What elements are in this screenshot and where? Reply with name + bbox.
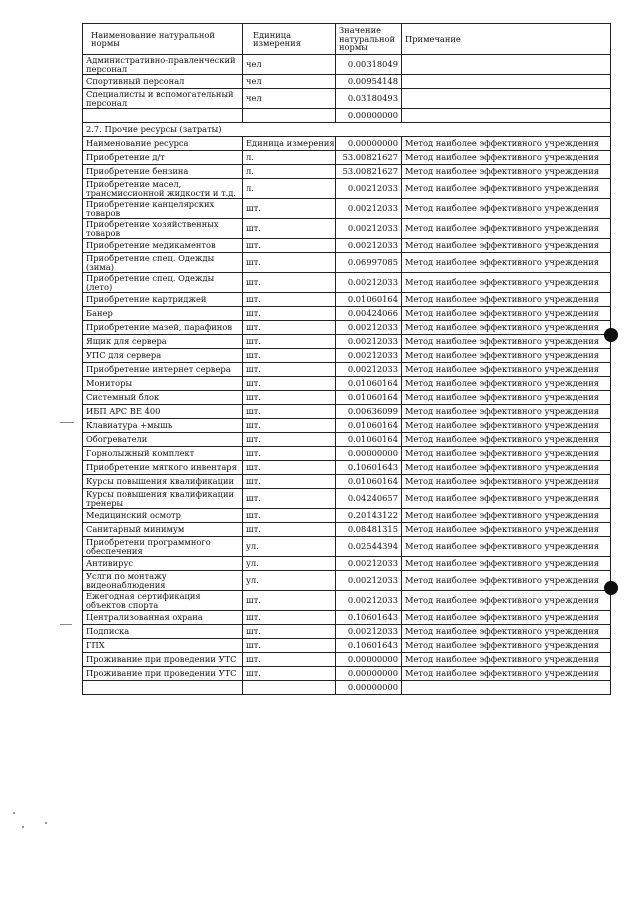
name-cell: Курсы повышения квалификации [83,475,243,489]
name-cell: Административно-правленческий персонал [83,55,243,75]
unit-cell: шт. [243,363,336,377]
name-cell: Проживание при проведении УТС [83,667,243,681]
unit-cell: чел [243,55,336,75]
name-cell: Наименование ресурса [83,137,243,151]
resource-row [83,653,611,667]
note-cell: Метод наиболее эффективного учреждения [402,293,611,307]
value-cell: 0.00000000 [336,667,402,681]
value-cell: 0.03180493 [336,89,402,109]
note-cell: Метод наиболее эффективного учреждения [402,653,611,667]
name-cell: Спортивный персонал [83,75,243,89]
resource-row [83,625,611,639]
resource-row [83,509,611,523]
name-cell: Курсы повышения квалификации тренеры [83,489,243,509]
punch-hole-mark [604,328,618,342]
resource-row [83,253,611,273]
resource-row [83,165,611,179]
note-cell: Метод наиболее эффективного учреждения [402,335,611,349]
resource-row [83,447,611,461]
note-cell: Метод наиболее эффективного учреждения [402,363,611,377]
note-cell: Метод наиболее эффективного учреждения [402,405,611,419]
name-cell: Приобретение медикаментов [83,239,243,253]
value-cell: 0.00954148 [336,75,402,89]
unit-cell: шт. [243,461,336,475]
note-cell [402,109,611,123]
value-cell: 0.04240657 [336,489,402,509]
note-cell: Метод наиболее эффективного учреждения [402,377,611,391]
name-cell: Приобретение спец. Одежды (лето) [83,273,243,293]
resource-row [83,419,611,433]
unit-cell: шт. [243,349,336,363]
value-cell: 0.02544394 [336,537,402,557]
unit-cell: шт. [243,219,336,239]
note-cell: Метод наиболее эффективного учреждения [402,307,611,321]
value-cell: 0.01060164 [336,377,402,391]
scan-speck [13,812,15,814]
staff-row [83,75,611,89]
value-cell: 0.00000000 [336,653,402,667]
name-cell: Приобретени программного обеспечения [83,537,243,557]
name-cell: Системный блок [83,391,243,405]
name-cell: Приобретение бензина [83,165,243,179]
name-cell: Горнолыжный комплект [83,447,243,461]
value-cell: 53.00821627 [336,151,402,165]
resource-row [83,335,611,349]
value-cell: 0.00212033 [336,363,402,377]
name-cell: Ежегодная сертификация объектов спорта [83,591,243,611]
name-cell [83,681,243,695]
value-cell: 0.00318049 [336,55,402,75]
note-cell: Метод наиболее эффективного учреждения [402,523,611,537]
unit-cell: шт. [243,293,336,307]
resource-row [83,667,611,681]
name-cell: Централизованная охрана [83,611,243,625]
note-cell: Метод наиболее эффективного учреждения [402,419,611,433]
unit-cell: шт. [243,433,336,447]
value-cell: 0.00212033 [336,625,402,639]
note-cell: Метод наиболее эффективного учреждения [402,165,611,179]
name-cell: ИБП APC BE 400 [83,405,243,419]
resource-row [83,199,611,219]
value-cell: 0.00212033 [336,591,402,611]
norms-table-body [83,24,611,695]
total-row [83,681,611,695]
resource-row [83,307,611,321]
value-cell: 0.00212033 [336,571,402,591]
resource-row [83,433,611,447]
scan-speck [45,822,47,824]
resource-row [83,571,611,591]
name-cell: Медицинский осмотр [83,509,243,523]
value-cell: 0.00000000 [336,137,402,151]
name-cell: Приобретение хозяйственных товаров [83,219,243,239]
value-cell: 0.00000000 [336,681,402,695]
staff-row [83,109,611,123]
value-cell: 0.01060164 [336,419,402,433]
value-cell: 0.01060164 [336,391,402,405]
value-cell: 0.00212033 [336,219,402,239]
name-cell: Приобретение канцелярских товаров [83,199,243,219]
value-cell: 0.06997085 [336,253,402,273]
note-cell: Метод наиболее эффективного учреждения [402,433,611,447]
name-cell: Приобретение масел, трансмиссионной жидкости и т.д. [83,179,243,199]
note-cell: Метод наиболее эффективного учреждения [402,591,611,611]
resource-row [83,611,611,625]
name-cell: Ящик для сервера [83,335,243,349]
resource-row [83,391,611,405]
value-cell: 0.00212033 [336,273,402,293]
header-note-cell: Примечание [402,24,611,55]
unit-cell: шт. [243,625,336,639]
value-cell: 0.00212033 [336,199,402,219]
resource-row [83,461,611,475]
value-cell: 0.00212033 [336,557,402,571]
note-cell: Метод наиболее эффективного учреждения [402,509,611,523]
unit-cell: л. [243,151,336,165]
name-cell: Проживание при проведении УТС [83,653,243,667]
document-page [82,23,610,695]
note-cell: Метод наиболее эффективного учреждения [402,239,611,253]
name-cell: Приобретение мягкого инвентаря [83,461,243,475]
value-cell: 0.01060164 [336,475,402,489]
value-cell: 0.00212033 [336,349,402,363]
unit-cell: шт. [243,653,336,667]
unit-cell: шт. [243,639,336,653]
unit-cell: шт. [243,253,336,273]
note-cell: Метод наиболее эффективного учреждения [402,321,611,335]
note-cell: Метод наиболее эффективного учреждения [402,349,611,363]
note-cell: Метод наиболее эффективного учреждения [402,667,611,681]
name-cell: Приобретение мазей, парафинов [83,321,243,335]
name-cell: Мониторы [83,377,243,391]
staff-row [83,89,611,109]
name-cell: Услги по монтажу видеонаблюдения [83,571,243,591]
staff-row [83,55,611,75]
unit-cell: ул. [243,571,336,591]
unit-cell: шт. [243,391,336,405]
value-cell: 0.01060164 [336,293,402,307]
unit-cell: шт. [243,307,336,321]
unit-cell: шт. [243,475,336,489]
section-title-row [83,123,611,137]
value-cell: 0.01060164 [336,433,402,447]
resource-row [83,239,611,253]
margin-mark [60,422,74,423]
unit-cell: шт. [243,667,336,681]
value-cell: 0.00212033 [336,335,402,349]
resource-row [83,151,611,165]
resource-row [83,349,611,363]
unit-cell: л. [243,165,336,179]
unit-cell: чел [243,75,336,89]
note-cell: Метод наиболее эффективного учреждения [402,639,611,653]
name-cell: Приобретение интернет сервера [83,363,243,377]
name-cell: Санитарный минимум [83,523,243,537]
unit-cell [243,109,336,123]
note-cell: Метод наиболее эффективного учреждения [402,537,611,557]
resource-row [83,293,611,307]
resource-row [83,219,611,239]
note-cell: Метод наиболее эффективного учреждения [402,137,611,151]
name-cell: Антивирус [83,557,243,571]
resource-header-row [83,137,611,151]
unit-cell: л. [243,179,336,199]
name-cell: Подписка [83,625,243,639]
note-cell: Метод наиболее эффективного учреждения [402,219,611,239]
note-cell: Метод наиболее эффективного учреждения [402,489,611,509]
resource-row [83,405,611,419]
header-value-cell: Значение натуральной нормы [336,24,402,55]
resource-row [83,363,611,377]
note-cell: Метод наиболее эффективного учреждения [402,557,611,571]
unit-cell: шт. [243,447,336,461]
value-cell: 0.10601643 [336,461,402,475]
unit-cell: шт. [243,321,336,335]
unit-cell: чел [243,89,336,109]
name-cell: Клавиатура +мышь [83,419,243,433]
note-cell: Метод наиболее эффективного учреждения [402,151,611,165]
name-cell: ГПХ [83,639,243,653]
note-cell: Метод наиболее эффективного учреждения [402,391,611,405]
unit-cell: шт. [243,611,336,625]
note-cell: Метод наиболее эффективного учреждения [402,475,611,489]
name-cell: Приобретение картриджей [83,293,243,307]
unit-cell: шт. [243,523,336,537]
punch-hole-mark [604,581,618,595]
note-cell: Метод наиболее эффективного учреждения [402,611,611,625]
name-cell: Обогреватели [83,433,243,447]
resource-row [83,475,611,489]
note-cell: Метод наиболее эффективного учреждения [402,447,611,461]
unit-cell: шт. [243,335,336,349]
unit-cell: шт. [243,273,336,293]
value-cell: 0.08481315 [336,523,402,537]
value-cell: 0.00636099 [336,405,402,419]
resource-row [83,179,611,199]
value-cell: 0.00212033 [336,179,402,199]
unit-cell: ул. [243,557,336,571]
name-cell: Приобретение д/т [83,151,243,165]
header-unit-cell: Единица измерения [243,24,336,55]
norms-table [82,23,611,695]
resource-row [83,523,611,537]
resource-row [83,377,611,391]
note-cell [402,89,611,109]
scan-speck [22,826,24,828]
unit-cell: шт. [243,405,336,419]
resource-row [83,273,611,293]
unit-cell [243,681,336,695]
value-cell: 0.00212033 [336,239,402,253]
name-cell: Специалисты и вспомогательный персонал [83,89,243,109]
unit-cell: шт. [243,377,336,391]
value-cell: 0.10601643 [336,611,402,625]
section-title: 2.7. Прочие ресурсы (затраты) [83,123,611,137]
name-cell [83,109,243,123]
unit-cell: шт. [243,489,336,509]
note-cell [402,75,611,89]
unit-cell: Единица измерения [243,137,336,151]
resource-row [83,537,611,557]
note-cell [402,55,611,75]
note-cell: Метод наиболее эффективного учреждения [402,179,611,199]
value-cell: 0.00000000 [336,447,402,461]
resource-row [83,489,611,509]
header-name-cell: Наименование натуральной нормы [83,24,243,55]
note-cell: Метод наиболее эффективного учреждения [402,625,611,639]
unit-cell: шт. [243,239,336,253]
name-cell: Банер [83,307,243,321]
note-cell: Метод наиболее эффективного учреждения [402,273,611,293]
value-cell: 53.00821627 [336,165,402,179]
value-cell: 0.10601643 [336,639,402,653]
note-cell: Метод наиболее эффективного учреждения [402,253,611,273]
unit-cell: шт. [243,199,336,219]
value-cell: 0.00424066 [336,307,402,321]
name-cell: Приобретение спец. Одежды (зима) [83,253,243,273]
note-cell: Метод наиболее эффективного учреждения [402,571,611,591]
resource-row [83,639,611,653]
resource-row [83,591,611,611]
resource-row [83,321,611,335]
note-cell: Метод наиболее эффективного учреждения [402,199,611,219]
value-cell: 0.20143122 [336,509,402,523]
table-header-row [83,24,611,55]
note-cell: Метод наиболее эффективного учреждения [402,461,611,475]
value-cell: 0.00212033 [336,321,402,335]
unit-cell: шт. [243,509,336,523]
unit-cell: ул. [243,537,336,557]
unit-cell: шт. [243,591,336,611]
margin-mark [60,624,72,625]
unit-cell: шт. [243,419,336,433]
note-cell [402,681,611,695]
name-cell: УПС для сервера [83,349,243,363]
value-cell: 0.00000000 [336,109,402,123]
resource-row [83,557,611,571]
